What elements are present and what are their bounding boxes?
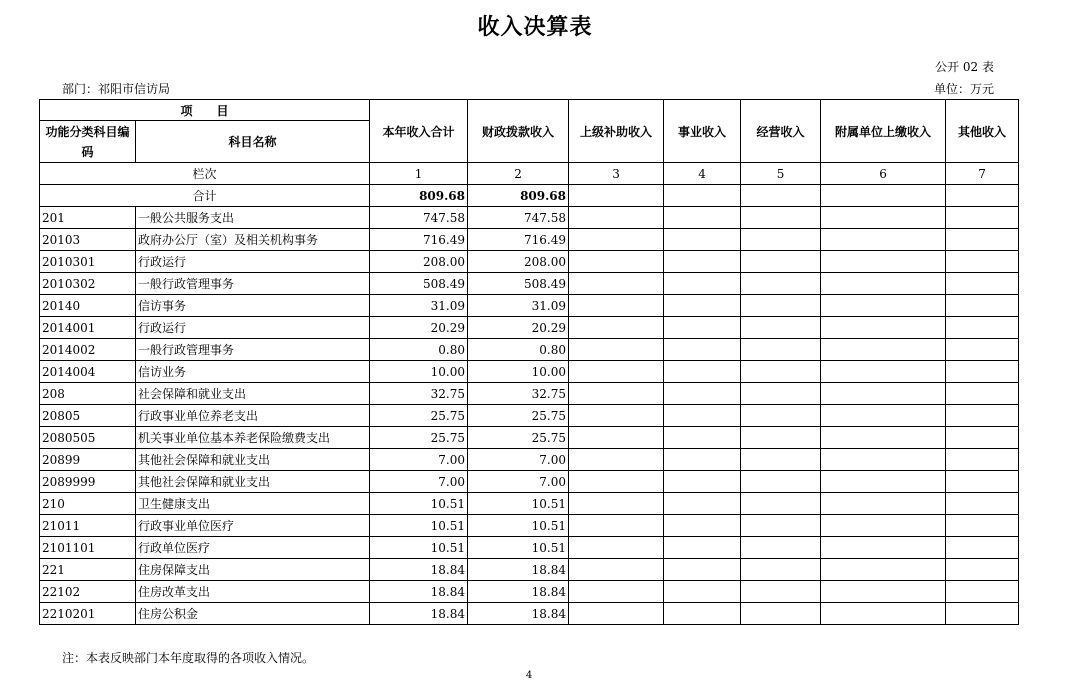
empty-cell bbox=[821, 317, 946, 339]
empty-cell bbox=[821, 471, 946, 493]
empty-cell bbox=[741, 493, 821, 515]
empty-cell bbox=[946, 559, 1019, 581]
empty-cell bbox=[569, 603, 664, 625]
empty-cell bbox=[821, 207, 946, 229]
fiscal-income-cell: 10.00 bbox=[468, 361, 569, 383]
empty-cell bbox=[946, 383, 1019, 405]
empty-cell bbox=[569, 295, 664, 317]
empty-cell bbox=[946, 229, 1019, 251]
table-row bbox=[40, 207, 1019, 229]
total-fiscal-value: 809.68 bbox=[468, 185, 569, 207]
total-income-cell: 25.75 bbox=[370, 427, 468, 449]
total-income-cell: 7.00 bbox=[370, 449, 468, 471]
empty-cell bbox=[664, 559, 741, 581]
table-row bbox=[40, 449, 1019, 471]
empty-cell bbox=[569, 581, 664, 603]
subject-code-cell: 2014002 bbox=[40, 339, 136, 361]
empty-cell bbox=[821, 603, 946, 625]
empty-cell bbox=[569, 383, 664, 405]
fiscal-income-cell: 31.09 bbox=[468, 295, 569, 317]
empty-cell bbox=[569, 559, 664, 581]
fiscal-income-cell: 508.49 bbox=[468, 273, 569, 295]
column-number: 5 bbox=[741, 163, 821, 185]
empty-cell bbox=[946, 405, 1019, 427]
empty-cell bbox=[569, 317, 664, 339]
empty-cell bbox=[946, 251, 1019, 273]
fiscal-income-cell: 25.75 bbox=[468, 405, 569, 427]
empty-cell bbox=[946, 471, 1019, 493]
subject-name-cell: 一般行政管理事务 bbox=[136, 339, 370, 361]
empty-cell bbox=[821, 581, 946, 603]
subject-name-cell: 住房改革支出 bbox=[136, 581, 370, 603]
subject-code-cell: 201 bbox=[40, 207, 136, 229]
subject-name-cell: 社会保障和就业支出 bbox=[136, 383, 370, 405]
subject-code-cell: 210 bbox=[40, 493, 136, 515]
subject-name-cell: 行政事业单位养老支出 bbox=[136, 405, 370, 427]
total-income-cell: 10.51 bbox=[370, 515, 468, 537]
column-number: 7 bbox=[946, 163, 1019, 185]
total-income-cell: 18.84 bbox=[370, 559, 468, 581]
empty-cell bbox=[741, 317, 821, 339]
unit-label: 单位：万元 bbox=[933, 82, 994, 96]
empty-cell bbox=[946, 515, 1019, 537]
header-item: 项 目 bbox=[40, 100, 370, 121]
total-income-cell: 10.00 bbox=[370, 361, 468, 383]
empty-cell bbox=[821, 537, 946, 559]
subject-name-cell: 其他社会保障和就业支出 bbox=[136, 471, 370, 493]
empty-cell bbox=[821, 515, 946, 537]
empty-cell bbox=[741, 207, 821, 229]
table-row bbox=[40, 251, 1019, 273]
subject-name-cell: 信访事务 bbox=[136, 295, 370, 317]
empty-cell bbox=[664, 229, 741, 251]
table-row bbox=[40, 427, 1019, 449]
subject-code-cell: 2101101 bbox=[40, 537, 136, 559]
fiscal-income-cell: 10.51 bbox=[468, 515, 569, 537]
fiscal-income-cell: 208.00 bbox=[468, 251, 569, 273]
empty-cell bbox=[821, 383, 946, 405]
subject-code-cell: 221 bbox=[40, 559, 136, 581]
empty-cell bbox=[946, 427, 1019, 449]
empty-cell bbox=[821, 185, 946, 207]
empty-cell bbox=[821, 493, 946, 515]
empty-cell bbox=[821, 339, 946, 361]
empty-cell bbox=[741, 229, 821, 251]
fiscal-income-cell: 18.84 bbox=[468, 559, 569, 581]
empty-cell bbox=[741, 449, 821, 471]
table-row bbox=[40, 273, 1019, 295]
header-business-income: 事业收入 bbox=[664, 100, 741, 163]
empty-cell bbox=[741, 427, 821, 449]
header-func-code: 功能分类科目编码 bbox=[40, 121, 136, 163]
total-income-cell: 10.51 bbox=[370, 537, 468, 559]
subject-name-cell: 卫生健康支出 bbox=[136, 493, 370, 515]
empty-cell bbox=[741, 361, 821, 383]
empty-cell bbox=[946, 185, 1019, 207]
empty-cell bbox=[741, 471, 821, 493]
total-income-cell: 747.58 bbox=[370, 207, 468, 229]
empty-cell bbox=[741, 603, 821, 625]
column-number: 6 bbox=[821, 163, 946, 185]
empty-cell bbox=[821, 273, 946, 295]
empty-cell bbox=[569, 185, 664, 207]
subject-name-cell: 住房公积金 bbox=[136, 603, 370, 625]
empty-cell bbox=[569, 273, 664, 295]
total-income-cell: 18.84 bbox=[370, 581, 468, 603]
empty-cell bbox=[741, 273, 821, 295]
department-label: 部门：祁阳市信访局 bbox=[62, 82, 171, 96]
total-income-cell: 208.00 bbox=[370, 251, 468, 273]
total-label: 合计 bbox=[40, 185, 370, 207]
subject-name-cell: 其他社会保障和就业支出 bbox=[136, 449, 370, 471]
empty-cell bbox=[664, 537, 741, 559]
table-row bbox=[40, 559, 1019, 581]
empty-cell bbox=[664, 317, 741, 339]
empty-cell bbox=[664, 493, 741, 515]
fiscal-income-cell: 10.51 bbox=[468, 537, 569, 559]
header-subject-name: 科目名称 bbox=[136, 121, 370, 163]
column-number: 1 bbox=[370, 163, 468, 185]
total-income-cell: 0.80 bbox=[370, 339, 468, 361]
subject-name-cell: 住房保障支出 bbox=[136, 559, 370, 581]
empty-cell bbox=[946, 449, 1019, 471]
empty-cell bbox=[664, 515, 741, 537]
empty-cell bbox=[741, 383, 821, 405]
subject-name-cell: 信访业务 bbox=[136, 361, 370, 383]
footnote: 注：本表反映部门本年度取得的各项收入情况。 bbox=[62, 651, 315, 665]
subject-code-cell: 2089999 bbox=[40, 471, 136, 493]
empty-cell bbox=[664, 427, 741, 449]
subject-code-cell: 208 bbox=[40, 383, 136, 405]
empty-cell bbox=[946, 317, 1019, 339]
table-row bbox=[40, 361, 1019, 383]
empty-cell bbox=[569, 361, 664, 383]
subject-code-cell: 20899 bbox=[40, 449, 136, 471]
empty-cell bbox=[946, 493, 1019, 515]
fiscal-income-cell: 25.75 bbox=[468, 427, 569, 449]
empty-cell bbox=[821, 229, 946, 251]
table-row bbox=[40, 537, 1019, 559]
table-row bbox=[40, 229, 1019, 251]
empty-cell bbox=[946, 603, 1019, 625]
empty-cell bbox=[664, 295, 741, 317]
empty-cell bbox=[664, 251, 741, 273]
empty-cell bbox=[664, 471, 741, 493]
empty-cell bbox=[946, 339, 1019, 361]
empty-cell bbox=[946, 361, 1019, 383]
empty-cell bbox=[741, 405, 821, 427]
empty-cell bbox=[741, 581, 821, 603]
form-number: 公开 02 表 bbox=[935, 60, 994, 74]
empty-cell bbox=[946, 581, 1019, 603]
empty-cell bbox=[569, 405, 664, 427]
empty-cell bbox=[569, 427, 664, 449]
empty-cell bbox=[821, 405, 946, 427]
empty-cell bbox=[664, 207, 741, 229]
fiscal-income-cell: 18.84 bbox=[468, 581, 569, 603]
empty-cell bbox=[569, 339, 664, 361]
total-row bbox=[40, 185, 1019, 207]
table-row bbox=[40, 493, 1019, 515]
empty-cell bbox=[664, 339, 741, 361]
empty-cell bbox=[741, 251, 821, 273]
empty-cell bbox=[741, 295, 821, 317]
table-row bbox=[40, 317, 1019, 339]
table-row bbox=[40, 383, 1019, 405]
empty-cell bbox=[741, 339, 821, 361]
subject-code-cell: 2014001 bbox=[40, 317, 136, 339]
total-income-cell: 31.09 bbox=[370, 295, 468, 317]
empty-cell bbox=[821, 361, 946, 383]
empty-cell bbox=[664, 383, 741, 405]
table-row bbox=[40, 603, 1019, 625]
column-number: 3 bbox=[569, 163, 664, 185]
subject-code-cell: 20140 bbox=[40, 295, 136, 317]
fiscal-income-cell: 18.84 bbox=[468, 603, 569, 625]
empty-cell bbox=[569, 515, 664, 537]
fiscal-income-cell: 0.80 bbox=[468, 339, 569, 361]
subject-name-cell: 一般公共服务支出 bbox=[136, 207, 370, 229]
total-income-cell: 716.49 bbox=[370, 229, 468, 251]
empty-cell bbox=[821, 295, 946, 317]
header-affiliated-income: 附属单位上缴收入 bbox=[821, 100, 946, 163]
subject-code-cell: 2010302 bbox=[40, 273, 136, 295]
page-number: 4 bbox=[525, 670, 533, 681]
table-row bbox=[40, 515, 1019, 537]
empty-cell bbox=[664, 273, 741, 295]
table-row bbox=[40, 295, 1019, 317]
fiscal-income-cell: 716.49 bbox=[468, 229, 569, 251]
page-title: 收入决算表 bbox=[477, 15, 593, 40]
subject-name-cell: 行政事业单位医疗 bbox=[136, 515, 370, 537]
empty-cell bbox=[664, 405, 741, 427]
subject-name-cell: 一般行政管理事务 bbox=[136, 273, 370, 295]
subject-code-cell: 20103 bbox=[40, 229, 136, 251]
empty-cell bbox=[946, 273, 1019, 295]
total-income-value: 809.68 bbox=[370, 185, 468, 207]
column-number-label: 栏次 bbox=[40, 163, 370, 185]
empty-cell bbox=[569, 471, 664, 493]
header-fiscal-income: 财政拨款收入 bbox=[468, 100, 569, 163]
empty-cell bbox=[946, 207, 1019, 229]
total-income-cell: 10.51 bbox=[370, 493, 468, 515]
subject-code-cell: 2014004 bbox=[40, 361, 136, 383]
fiscal-income-cell: 10.51 bbox=[468, 493, 569, 515]
total-income-cell: 7.00 bbox=[370, 471, 468, 493]
empty-cell bbox=[664, 581, 741, 603]
column-number: 4 bbox=[664, 163, 741, 185]
empty-cell bbox=[569, 493, 664, 515]
empty-cell bbox=[946, 537, 1019, 559]
empty-cell bbox=[741, 185, 821, 207]
empty-cell bbox=[946, 295, 1019, 317]
subject-code-cell: 2210201 bbox=[40, 603, 136, 625]
empty-cell bbox=[821, 449, 946, 471]
empty-cell bbox=[569, 537, 664, 559]
total-income-cell: 20.29 bbox=[370, 317, 468, 339]
empty-cell bbox=[741, 537, 821, 559]
empty-cell bbox=[569, 229, 664, 251]
header-operating-income: 经营收入 bbox=[741, 100, 821, 163]
fiscal-income-cell: 32.75 bbox=[468, 383, 569, 405]
subject-name-cell: 行政运行 bbox=[136, 251, 370, 273]
empty-cell bbox=[741, 559, 821, 581]
total-income-cell: 508.49 bbox=[370, 273, 468, 295]
empty-cell bbox=[821, 427, 946, 449]
fiscal-income-cell: 7.00 bbox=[468, 471, 569, 493]
subject-code-cell: 2080505 bbox=[40, 427, 136, 449]
subject-code-cell: 22102 bbox=[40, 581, 136, 603]
fiscal-income-cell: 20.29 bbox=[468, 317, 569, 339]
table-row bbox=[40, 581, 1019, 603]
empty-cell bbox=[569, 207, 664, 229]
header-total-income: 本年收入合计 bbox=[370, 100, 468, 163]
fiscal-income-cell: 747.58 bbox=[468, 207, 569, 229]
table-row bbox=[40, 405, 1019, 427]
subject-name-cell: 机关事业单位基本养老保险缴费支出 bbox=[136, 427, 370, 449]
total-income-cell: 25.75 bbox=[370, 405, 468, 427]
column-number: 2 bbox=[468, 163, 569, 185]
subject-code-cell: 2010301 bbox=[40, 251, 136, 273]
subject-name-cell: 行政运行 bbox=[136, 317, 370, 339]
header-superior-subsidy: 上级补助收入 bbox=[569, 100, 664, 163]
empty-cell bbox=[664, 185, 741, 207]
total-income-cell: 32.75 bbox=[370, 383, 468, 405]
subject-name-cell: 政府办公厅（室）及相关机构事务 bbox=[136, 229, 370, 251]
empty-cell bbox=[569, 449, 664, 471]
income-table bbox=[39, 99, 1019, 625]
total-income-cell: 18.84 bbox=[370, 603, 468, 625]
empty-cell bbox=[821, 251, 946, 273]
header-other-income: 其他收入 bbox=[946, 100, 1019, 163]
empty-cell bbox=[821, 559, 946, 581]
subject-code-cell: 21011 bbox=[40, 515, 136, 537]
empty-cell bbox=[664, 449, 741, 471]
empty-cell bbox=[741, 515, 821, 537]
empty-cell bbox=[664, 603, 741, 625]
table-row bbox=[40, 471, 1019, 493]
table-row bbox=[40, 339, 1019, 361]
subject-name-cell: 行政单位医疗 bbox=[136, 537, 370, 559]
fiscal-income-cell: 7.00 bbox=[468, 449, 569, 471]
subject-code-cell: 20805 bbox=[40, 405, 136, 427]
empty-cell bbox=[664, 361, 741, 383]
empty-cell bbox=[569, 251, 664, 273]
